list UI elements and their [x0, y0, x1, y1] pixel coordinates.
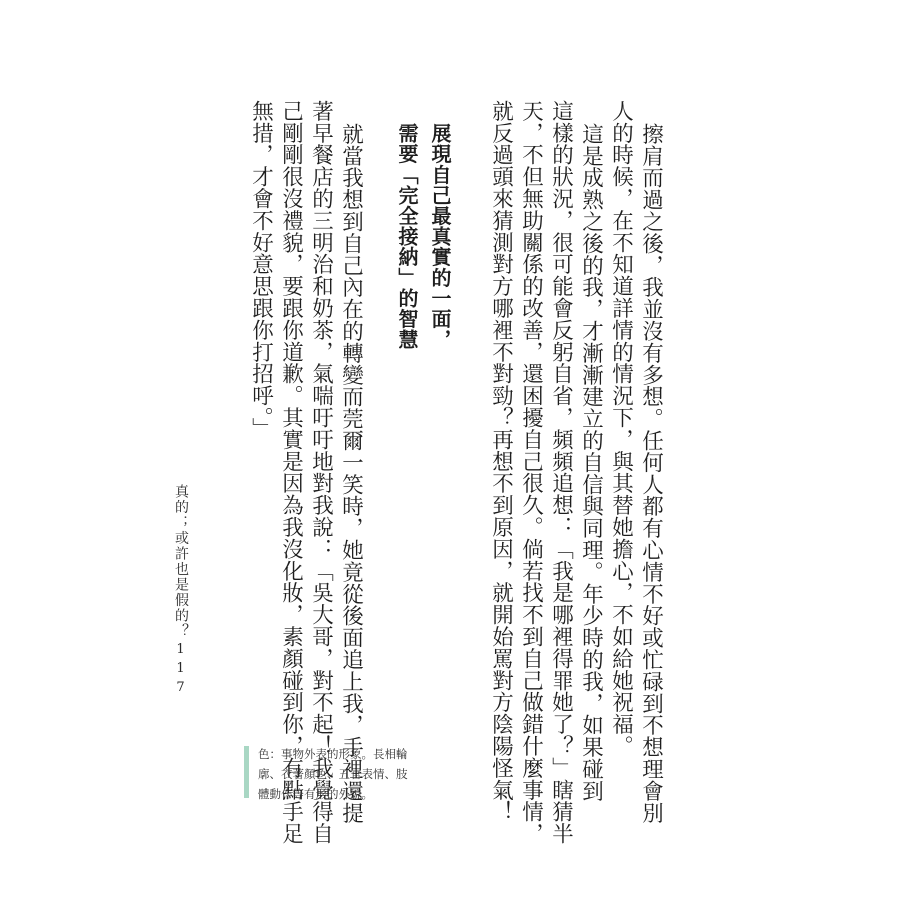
section-heading-line: 展現自己最真實的一面， [428, 123, 452, 350]
section-heading-line: 需要「完全接納」的智慧 [395, 123, 419, 350]
running-header-title: 真的；或許也是假的？ [173, 484, 189, 639]
page-number: 117 [173, 642, 188, 699]
footnote-line: 色：事物外表的形象。長相輪 [258, 747, 408, 761]
footnote-line: 體動作等有形的外貌。 [258, 787, 373, 801]
text-line: 著早餐店的三明治和奶茶，氣喘吁吁地對我說：「吳大哥，對不起！我覺得自 [308, 100, 334, 845]
footnote [244, 744, 474, 801]
text-line: 無措，才會不好意思跟你打招呼。」 [248, 100, 274, 440]
text-line: 這樣的狀況，很可能會反躬自省，頻頻追想：「我是哪裡得罪她了？」瞎猜半 [548, 100, 574, 845]
text-line: 就當我想到自己內在的轉變而莞爾一笑時，她竟從後面追上我，手裡還提 [338, 123, 364, 824]
text-line: 就反過頭來猜測對方哪裡不對勁？再想不到原因，就開始罵對方陰陽怪氣！ [488, 100, 514, 823]
text-line: 天，不但無助關係的改善，還困擾自己很久。倘若找不到自己做錯什麼事情， [518, 100, 544, 845]
text-line: 擦肩而過之後，我並沒有多想。任何人都有心情不好或忙碌到不想理會別 [638, 123, 664, 824]
text-line: 這是成熟之後的我，才漸漸建立的自信與同理。年少時的我，如果碰到 [578, 123, 604, 802]
footnote-accent-bar [244, 746, 249, 798]
text-line: 人的時候，在不知道詳情的情況下，與其替她擔心，不如給她祝福。 [608, 100, 634, 757]
footnote-text [258, 744, 478, 804]
footnote-line: 廓、衣著顏色、五官表情、肢 [258, 767, 408, 781]
text-line: 己剛剛很沒禮貌，要跟你道歉。其實是因為我沒化妝，素顏碰到你，有點手足 [278, 100, 304, 845]
